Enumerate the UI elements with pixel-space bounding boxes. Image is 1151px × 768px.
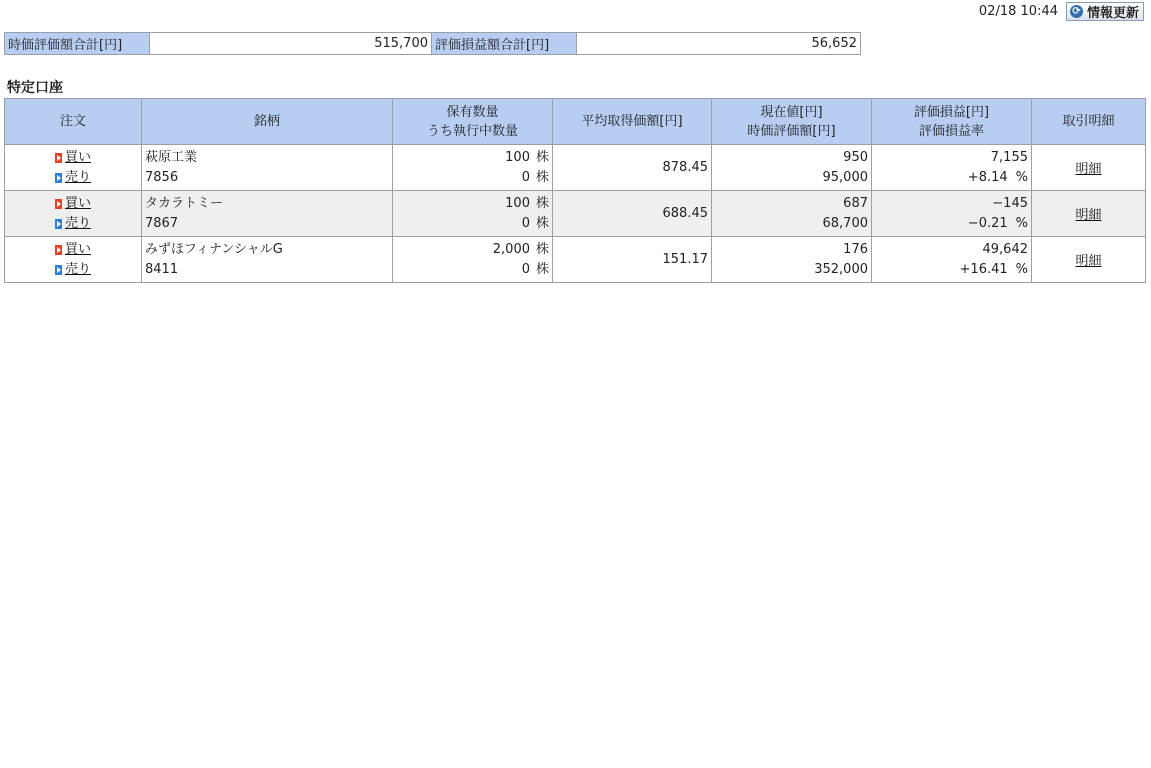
quantity: 100 [505, 149, 530, 165]
detail-cell [1032, 191, 1146, 237]
sell-link-label[interactable]: 売り [64, 169, 91, 185]
order-cell [5, 237, 142, 283]
price-cell [712, 191, 872, 237]
current-price: 950 [843, 149, 868, 165]
price-cell [712, 237, 872, 283]
stock-cell [142, 145, 393, 191]
order-cell [5, 191, 142, 237]
holdings-table [4, 98, 1146, 283]
share-unit: 株 [535, 169, 549, 185]
detail-cell [1032, 237, 1146, 283]
buy-link-label[interactable]: 買い [64, 241, 91, 257]
market-value-total-label: 時価評価額合計[円] [5, 33, 150, 55]
quantity: 2,000 [492, 241, 530, 257]
col-pl-line1: 評価損益[円] [913, 104, 990, 120]
pct-unit: % [1015, 261, 1028, 277]
col-detail: 取引明細 [1032, 99, 1146, 145]
pending-quantity: 0 [521, 215, 530, 231]
current-price: 176 [843, 241, 868, 257]
avg-price: 688.45 [553, 191, 712, 237]
sell-link-label[interactable]: 売り [64, 215, 91, 231]
stock-name: タカラトミー [145, 195, 224, 211]
detail-link[interactable]: 明細 [1075, 254, 1102, 269]
timestamp: 02/18 10:44 [978, 3, 1058, 19]
unrealized-pl-total: 56,652 [577, 33, 861, 55]
pl-rate: +8.14 [967, 169, 1008, 185]
table-row [5, 145, 1146, 191]
avg-price: 151.17 [553, 237, 712, 283]
buy-arrow-icon [55, 153, 62, 163]
col-quantity-line1: 保有数量 [446, 104, 499, 120]
market-value: 95,000 [822, 169, 868, 185]
current-price: 687 [843, 195, 868, 211]
col-quantity-line2: うち執行中数量 [426, 123, 518, 139]
buy-link[interactable] [8, 148, 138, 168]
table-header-row [5, 99, 1146, 145]
sell-link[interactable] [8, 260, 138, 280]
quantity: 100 [505, 195, 530, 211]
col-price-line1: 現在値[円] [760, 104, 823, 120]
share-unit: 株 [535, 241, 549, 257]
stock-name: みずほフィナンシャルG [145, 241, 283, 257]
sell-link-label[interactable]: 売り [64, 261, 91, 277]
table-row [5, 237, 1146, 283]
unrealized-pl: 49,642 [982, 241, 1028, 257]
refresh-icon: ⟳ [1070, 5, 1083, 18]
pct-unit: % [1015, 215, 1028, 231]
unrealized-pl-total-label: 評価損益額合計[円] [432, 33, 577, 55]
refresh-label: 情報更新 [1086, 5, 1139, 21]
pending-quantity: 0 [521, 169, 530, 185]
pl-rate: +16.41 [959, 261, 1008, 277]
table-row [5, 191, 1146, 237]
pct-unit: % [1015, 169, 1028, 185]
buy-arrow-icon [55, 245, 62, 255]
detail-link[interactable]: 明細 [1075, 162, 1102, 177]
pl-cell [872, 191, 1032, 237]
col-quantity [393, 99, 553, 145]
sell-arrow-icon [55, 173, 62, 183]
sell-link[interactable] [8, 168, 138, 188]
col-price [712, 99, 872, 145]
market-value-total: 515,700 [150, 33, 432, 55]
quantity-cell [393, 237, 553, 283]
sell-arrow-icon [55, 265, 62, 275]
stock-code: 7856 [145, 169, 179, 185]
stock-code: 8411 [145, 261, 179, 277]
share-unit: 株 [535, 149, 549, 165]
unrealized-pl: 7,155 [990, 149, 1028, 165]
quantity-cell [393, 145, 553, 191]
col-avg-price: 平均取得価額[円] [553, 99, 712, 145]
stock-cell [142, 237, 393, 283]
price-cell [712, 145, 872, 191]
order-cell [5, 145, 142, 191]
pl-rate: −0.21 [967, 215, 1008, 231]
buy-link-label[interactable]: 買い [64, 195, 91, 211]
sell-arrow-icon [55, 219, 62, 229]
col-pl-line2: 評価損益率 [918, 123, 984, 139]
col-pl [872, 99, 1032, 145]
unrealized-pl: −145 [992, 195, 1028, 211]
pl-cell [872, 145, 1032, 191]
stock-cell [142, 191, 393, 237]
col-price-line2: 時価評価額[円] [747, 123, 836, 139]
pending-quantity: 0 [521, 261, 530, 277]
col-stock: 銘柄 [142, 99, 393, 145]
buy-link[interactable] [8, 194, 138, 214]
share-unit: 株 [535, 215, 549, 231]
buy-link[interactable] [8, 240, 138, 260]
top-bar [979, 2, 1144, 20]
market-value: 68,700 [822, 215, 868, 231]
detail-link[interactable]: 明細 [1075, 208, 1102, 223]
buy-link-label[interactable]: 買い [64, 149, 91, 165]
quantity-cell [393, 191, 553, 237]
pl-cell [872, 237, 1032, 283]
sell-link[interactable] [8, 214, 138, 234]
market-value: 352,000 [814, 261, 868, 277]
avg-price: 878.45 [553, 145, 712, 191]
col-order: 注文 [5, 99, 142, 145]
buy-arrow-icon [55, 199, 62, 209]
stock-code: 7867 [145, 215, 179, 231]
section-title: 特定口座 [7, 80, 63, 96]
detail-cell [1032, 145, 1146, 191]
refresh-button[interactable] [1066, 2, 1144, 21]
share-unit: 株 [535, 195, 549, 211]
summary-table [4, 32, 861, 55]
share-unit: 株 [535, 261, 549, 277]
stock-name: 萩原工業 [145, 149, 198, 165]
